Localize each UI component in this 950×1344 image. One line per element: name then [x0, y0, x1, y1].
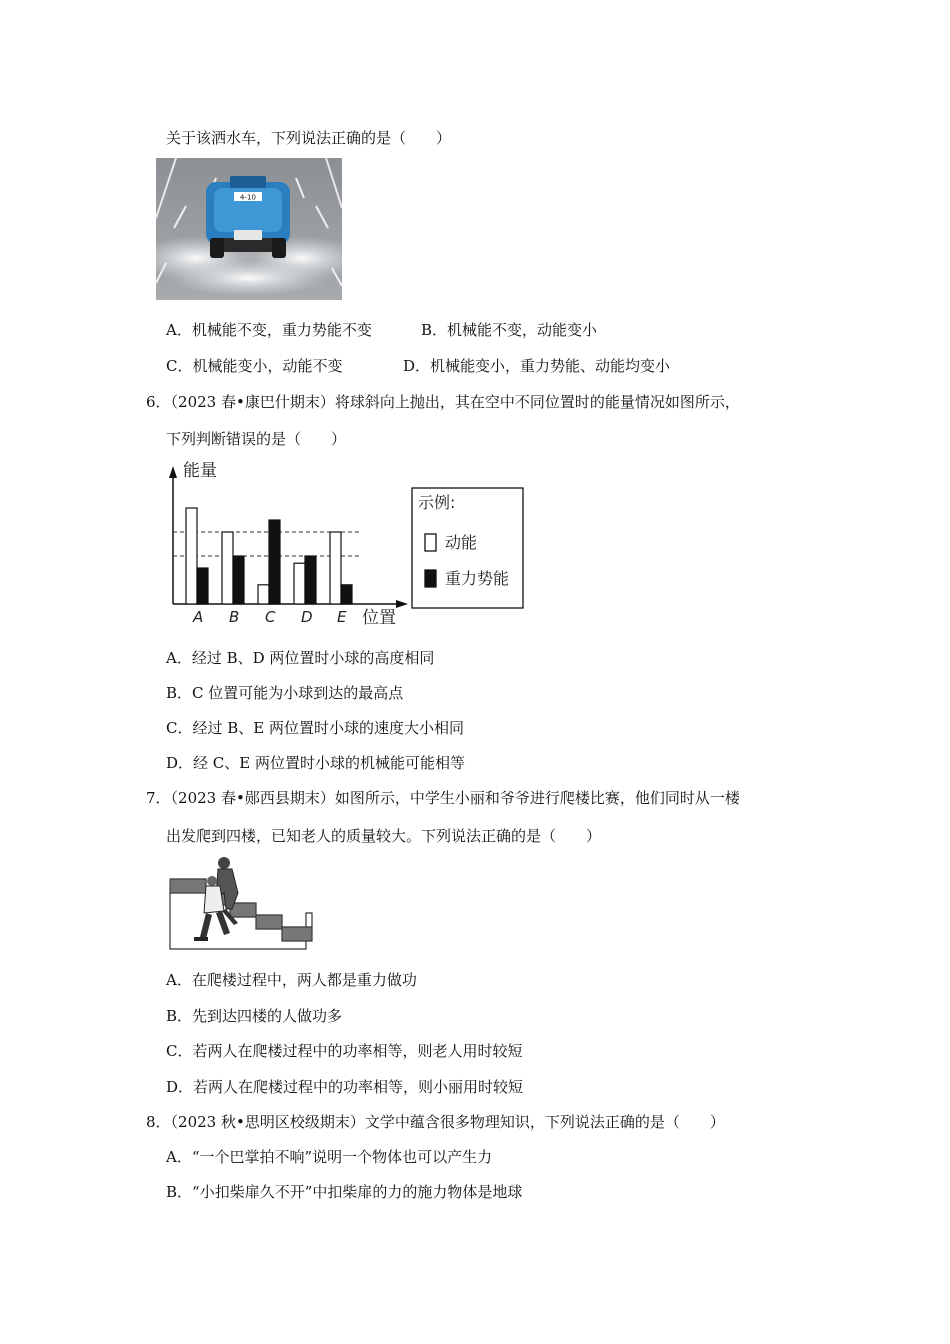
- q7-stem-line2: 出发爬到四楼，已知老人的质量较大。下列说法正确的是（ ）: [166, 827, 602, 845]
- bar-A-kinetic: [186, 508, 197, 604]
- x-tick-C: C: [265, 608, 276, 626]
- q7-option-d: D．若两人在爬楼过程中的功率相等，则小丽用时较短: [166, 1078, 524, 1096]
- legend-label-kinetic: 动能: [445, 533, 478, 552]
- legend-label-potential: 重力势能: [445, 569, 510, 588]
- q8-option-a: A．“一个巴掌拍不响”说明一个物体也可以产生力: [166, 1148, 493, 1166]
- q8-option-b: B．“小扣柴扉久不开”中扣柴扉的力的施力物体是地球: [166, 1183, 523, 1201]
- bar-A-potential: [197, 568, 208, 604]
- q5-option-c: C．机械能变小，动能不变: [166, 357, 343, 375]
- truck-plate: 4-10: [240, 193, 256, 202]
- x-tick-B: B: [229, 608, 240, 626]
- x-axis-arrow-icon: [396, 600, 408, 608]
- bar-B-kinetic: [222, 532, 233, 604]
- bar-C-kinetic: [258, 585, 269, 604]
- bar-E-kinetic: [330, 532, 341, 604]
- q6-option-a: A．经过 B、D 两位置时小球的高度相同: [166, 649, 435, 667]
- q7-stem-line1: 7．（2023 春•郧西县期末）如图所示，中学生小丽和爷爷进行爬楼比赛，他们同时从一楼: [146, 789, 740, 807]
- legend-swatch-kinetic: [425, 534, 436, 551]
- q5-stem: 关于该洒水车，下列说法正确的是（ ）: [166, 129, 452, 147]
- legend-swatch-potential: [425, 570, 436, 587]
- q5-option-a: A．机械能不变，重力势能不变: [166, 321, 372, 339]
- y-axis-label: 能量: [183, 461, 217, 481]
- x-tick-E: E: [337, 608, 347, 626]
- sprinkler-truck-photo: [156, 158, 342, 300]
- energy-bar-chart: [150, 452, 540, 634]
- q8-stem: 8．（2023 秋•思明区校级期末）文学中蕴含很多物理知识，下列说法正确的是（ ）: [146, 1113, 725, 1131]
- q7-option-b: B．先到达四楼的人做功多: [166, 1007, 343, 1025]
- q5-option-b: B．机械能不变，动能变小: [421, 321, 598, 339]
- q6-stem-line1: 6．（2023 春•康巴什期末）将球斜向上抛出，其在空中不同位置时的能量情况如图所示，: [146, 393, 740, 411]
- legend-title: 示例:: [418, 493, 456, 512]
- stair-climbing-illustration: [166, 853, 316, 953]
- q7-option-a: A．在爬楼过程中，两人都是重力做功: [166, 971, 417, 989]
- x-tick-A: A: [193, 608, 204, 626]
- x-tick-D: D: [301, 608, 313, 626]
- q7-option-c: C．若两人在爬楼过程中的功率相等，则老人用时较短: [166, 1042, 523, 1060]
- bar-D-kinetic: [294, 563, 305, 604]
- bar-B-potential: [233, 556, 244, 604]
- x-axis-label: 位置: [362, 608, 396, 628]
- bar-E-potential: [341, 585, 352, 604]
- y-axis-arrow-icon: [169, 466, 177, 478]
- q6-option-b: B．C 位置可能为小球到达的最高点: [166, 684, 404, 702]
- q6-stem-line2: 下列判断错误的是（ ）: [166, 430, 347, 448]
- bar-C-potential: [269, 520, 280, 604]
- q5-option-d: D．机械能变小，重力势能、动能均变小: [403, 357, 671, 375]
- bar-D-potential: [305, 556, 316, 604]
- q6-option-c: C．经过 B、E 两位置时小球的速度大小相同: [166, 719, 464, 737]
- q6-option-d: D．经 C、E 两位置时小球的机械能可能相等: [166, 754, 465, 772]
